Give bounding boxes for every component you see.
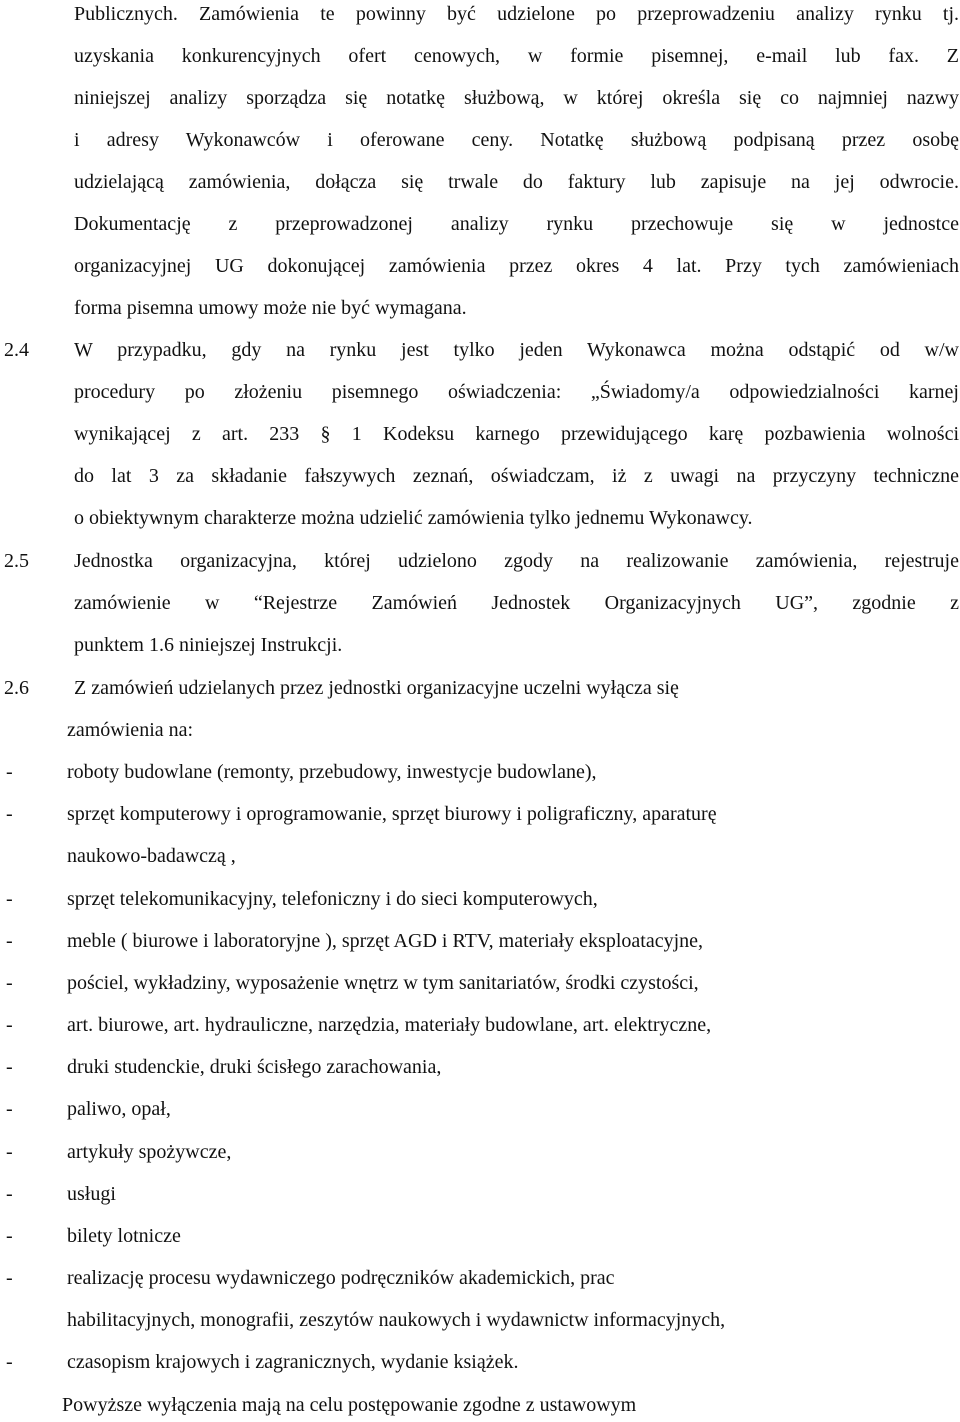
list-item-text: realizację procesu wydawniczego podręczników akademickich, prac [67, 1267, 615, 1289]
list-item-text: meble ( biurowe i laboratoryjne ), sprzęt AGD i RTV, materiały eksploatacyjne, [67, 930, 704, 952]
text-line: o obiektywnym charakterze można udzielić zamówienia tylko jednemu Wykonawcy. [74, 507, 753, 529]
text-line: zamówienie w “Rejestrze Zamówień Jednostek Organizacyjnych UG”, zgodnie z [74, 592, 959, 614]
text-line: niniejszej analizy sporządza się notatkę służbową, w której określa się co najmniej nazwy [74, 87, 959, 109]
section-number: 2.6 [4, 677, 29, 699]
list-dash: - [6, 1351, 13, 1373]
text-line: udzielającą zamówienia, dołącza się trwale do faktury lub zapisuje na jej odwrocie. [74, 171, 959, 193]
list-dash: - [6, 1267, 13, 1289]
list-dash: - [6, 1141, 13, 1163]
text-line: wynikającej z art. 233 § 1 Kodeksu karnego przewidującego karę pozbawienia wolności [74, 423, 959, 445]
text-line: do lat 3 za składanie fałszywych zeznań, oświadczam, iż z uwagi na przyczyny techniczne [74, 465, 959, 487]
text-line: Publicznych. Zamówienia te powinny być udzielone po przeprowadzeniu analizy rynku tj. [74, 3, 959, 25]
text-line: i adresy Wykonawców i oferowane ceny. Notatkę służbową podpisaną przez osobę [74, 129, 959, 151]
text-line: Z zamówień udzielanych przez jednostki organizacyjne uczelni wyłącza się [74, 677, 679, 699]
list-dash: - [6, 888, 13, 910]
text-line: W przypadku, gdy na rynku jest tylko jeden Wykonawca można odstąpić od w/w [74, 339, 959, 361]
list-item-text: roboty budowlane (remonty, przebudowy, inwestycje budowlane), [67, 761, 597, 783]
list-dash: - [6, 1098, 13, 1120]
list-item-text: habilitacyjnych, monografii, zeszytów naukowych i wydawnictw informacyjnych, [67, 1309, 726, 1331]
list-dash: - [6, 930, 13, 952]
list-dash: - [6, 1183, 13, 1205]
text-line: organizacyjnej UG dokonującej zamówienia przez okres 4 lat. Przy tych zamówieniach [74, 255, 959, 277]
text-line: zamówienia na: [67, 719, 194, 741]
text-line: Jednostka organizacyjna, której udzielono zgody na realizowanie zamówienia, rejestruje [74, 550, 959, 572]
section-number: 2.4 [4, 339, 29, 361]
list-dash: - [6, 1014, 13, 1036]
section-number: 2.5 [4, 550, 29, 572]
list-dash: - [6, 1056, 13, 1078]
list-item-text: sprzęt telekomunikacyjny, telefoniczny i do sieci komputerowych, [67, 888, 598, 910]
list-item-text: sprzęt komputerowy i oprogramowanie, sprzęt biurowy i poligraficzny, aparaturę [67, 803, 717, 825]
list-dash: - [6, 761, 13, 783]
list-item-text: naukowo-badawczą , [67, 845, 236, 867]
closing-line: Powyższe wyłączenia mają na celu postępowanie zgodne z ustawowym [62, 1394, 637, 1416]
text-line: Dokumentację z przeprowadzonej analizy rynku przechowuje się w jednostce [74, 213, 959, 235]
list-item-text: czasopism krajowych i zagranicznych, wydanie książek. [67, 1351, 519, 1373]
list-dash: - [6, 972, 13, 994]
list-item-text: usługi [67, 1183, 116, 1205]
text-line: uzyskania konkurencyjnych ofert cenowych, w formie pisemnej, e-mail lub fax. Z [74, 45, 959, 67]
list-item-text: paliwo, opał, [67, 1098, 171, 1120]
list-item-text: artykuły spożywcze, [67, 1141, 232, 1163]
list-item-text: art. biurowe, art. hydrauliczne, narzędzia, materiały budowlane, art. elektryczne, [67, 1014, 712, 1036]
text-line: procedury po złożeniu pisemnego oświadczenia: „Świadomy/a odpowiedzialności karnej [74, 381, 959, 403]
list-item-text: bilety lotnicze [67, 1225, 181, 1247]
list-item-text: druki studenckie, druki ścisłego zarachowania, [67, 1056, 442, 1078]
list-dash: - [6, 1225, 13, 1247]
text-line: punktem 1.6 niniejszej Instrukcji. [74, 634, 343, 656]
list-item-text: pościel, wykładziny, wyposażenie wnętrz w tym sanitariatów, środki czystości, [67, 972, 699, 994]
text-line: forma pisemna umowy może nie być wymagana. [74, 297, 467, 319]
list-dash: - [6, 803, 13, 825]
